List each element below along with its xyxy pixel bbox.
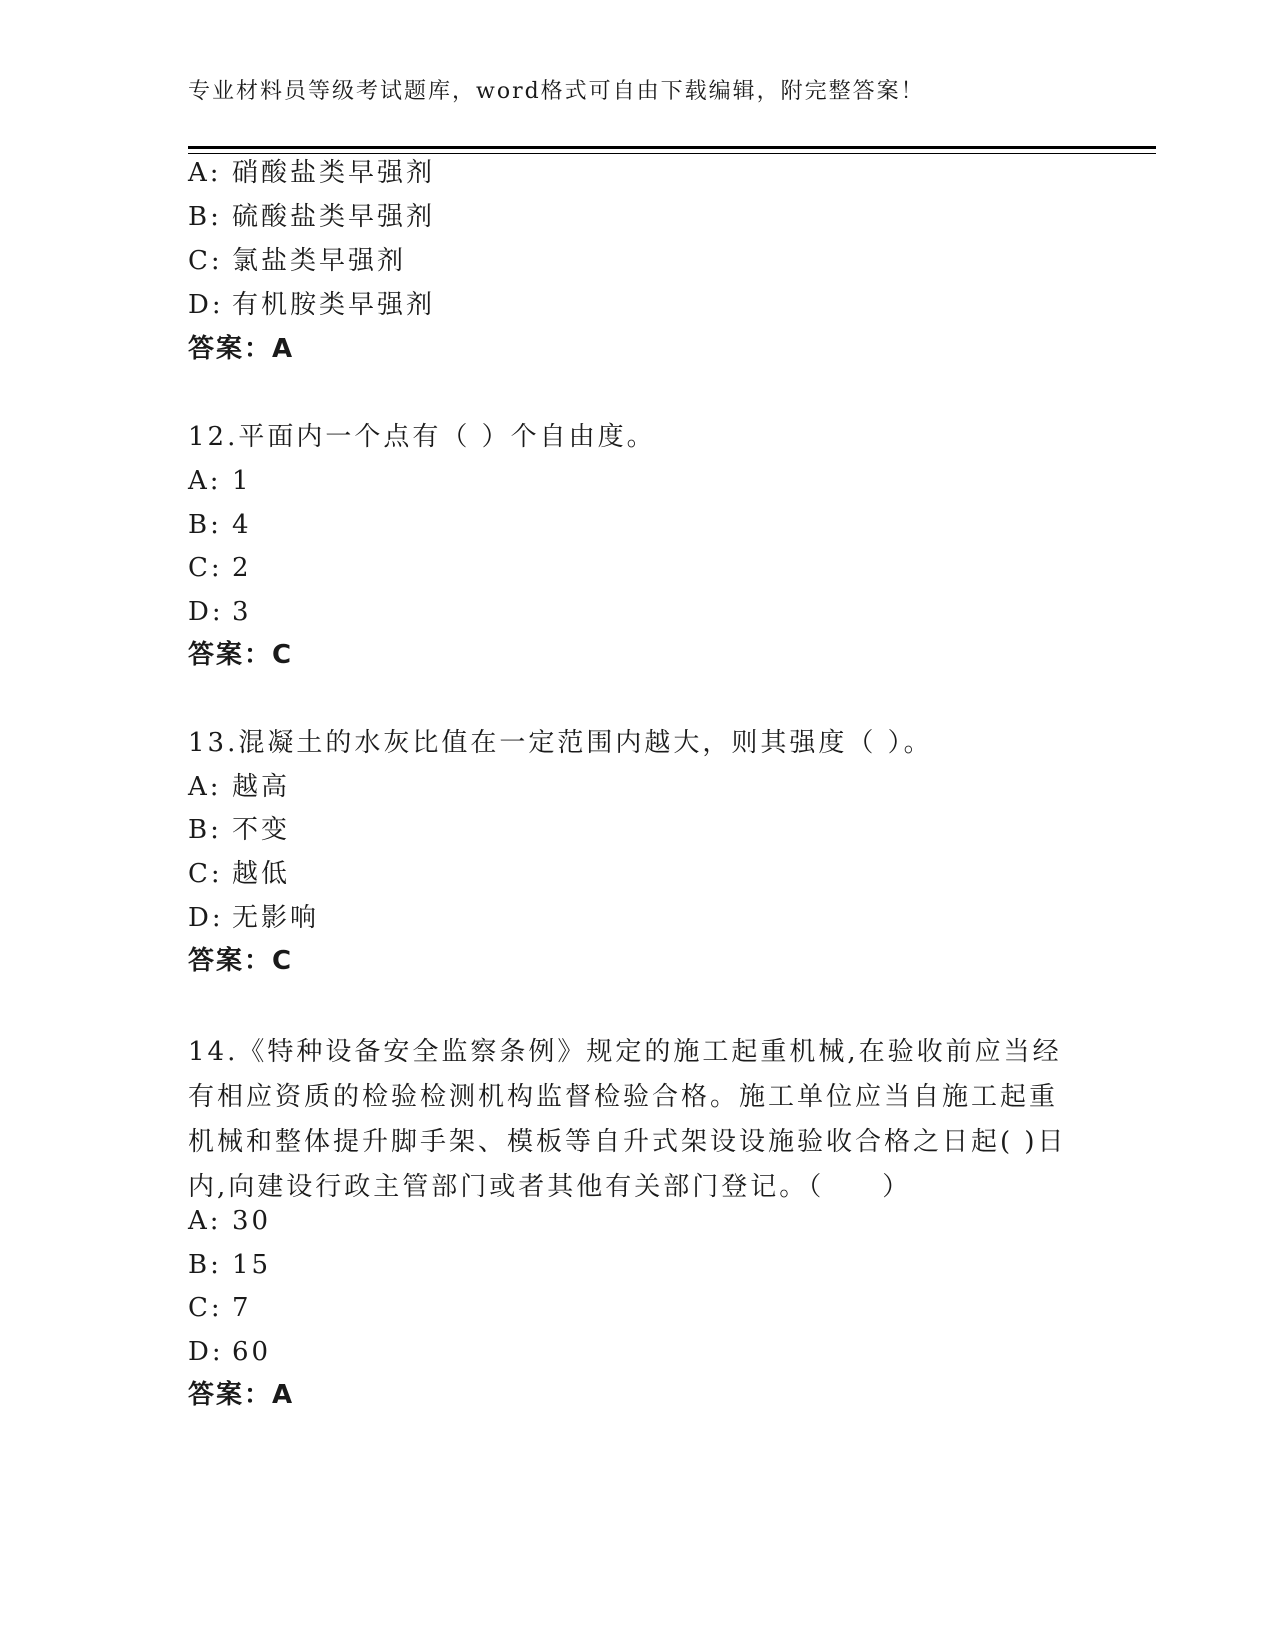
- option-letter: C:: [188, 553, 223, 583]
- option-text: 无影响: [232, 903, 320, 933]
- option-letter: B:: [188, 510, 222, 540]
- option-letter: D:: [188, 290, 224, 320]
- page-header: 专业材料员等级考试题库，word格式可自由下载编辑，附完整答案！: [188, 79, 925, 104]
- option-letter: B:: [188, 1250, 222, 1280]
- option-letter: C:: [188, 859, 223, 889]
- option-text: 不变: [232, 815, 291, 845]
- q14-answer: 答案：A: [188, 1380, 295, 1410]
- q12-stem: 12.平面内一个点有（ ）个自由度。: [188, 422, 656, 452]
- option-letter: B:: [188, 815, 222, 845]
- option-text: 1: [232, 466, 252, 496]
- header-rule-thick: [188, 146, 1156, 149]
- option-letter: A:: [188, 158, 222, 188]
- q12-option-c: [188, 553, 252, 583]
- option-letter: A:: [188, 466, 222, 496]
- q12-option-b: [188, 510, 252, 540]
- q11-option-b: [188, 202, 435, 232]
- q13-option-c: [188, 859, 290, 889]
- option-text: 有机胺类早强剂: [232, 290, 436, 320]
- option-text: 越高: [232, 772, 291, 802]
- option-text: 30: [232, 1206, 272, 1236]
- header-rule-thin: [188, 153, 1156, 154]
- q14-option-c: [188, 1293, 252, 1323]
- option-text: 硫酸盐类早强剂: [232, 202, 436, 232]
- option-letter: A:: [188, 772, 222, 802]
- q11-option-c: [188, 246, 406, 276]
- q14-option-a: [188, 1206, 271, 1236]
- q14-stem: 14.《特种设备安全监察条例》规定的施工起重机械,在验收前应当经有相应资质的检验检测机构监督检验合格。施工单位应当自施工起重机械和整体提升脚手架、模板等自升式架设设施验收合格之日起( )日内,向建设行政主管部门或者其他有关部门登记。（ ）: [188, 1037, 1067, 1202]
- q11-answer: 答案：A: [188, 334, 295, 364]
- q14-option-d: [188, 1337, 271, 1367]
- q13-option-a: [188, 772, 290, 802]
- option-letter: B:: [188, 202, 222, 232]
- option-letter: D:: [188, 903, 224, 933]
- option-text: 7: [232, 1293, 252, 1323]
- q11-option-d: [188, 290, 435, 320]
- option-text: 4: [232, 510, 252, 540]
- q12-answer: 答案：C: [188, 640, 294, 670]
- option-text: 越低: [232, 859, 291, 889]
- option-letter: C:: [188, 246, 223, 276]
- option-text: 硝酸盐类早强剂: [232, 158, 436, 188]
- option-letter: D:: [188, 597, 224, 627]
- option-letter: C:: [188, 1293, 223, 1323]
- option-text: 2: [232, 553, 252, 583]
- option-text: 60: [232, 1337, 272, 1367]
- option-text: 3: [232, 597, 252, 627]
- q14-option-b: [188, 1250, 271, 1280]
- q13-option-d: [188, 903, 319, 933]
- option-text: 氯盐类早强剂: [232, 246, 407, 276]
- q11-option-a: [188, 158, 435, 188]
- q12-option-d: [188, 597, 252, 627]
- q12-option-a: [188, 466, 252, 496]
- q13-option-b: [188, 815, 290, 845]
- option-letter: A:: [188, 1206, 222, 1236]
- option-letter: D:: [188, 1337, 224, 1367]
- q13-stem: 13.混凝土的水灰比值在一定范围内越大，则其强度（ ）。: [188, 728, 933, 758]
- option-text: 15: [232, 1250, 272, 1280]
- q13-answer: 答案：C: [188, 946, 294, 976]
